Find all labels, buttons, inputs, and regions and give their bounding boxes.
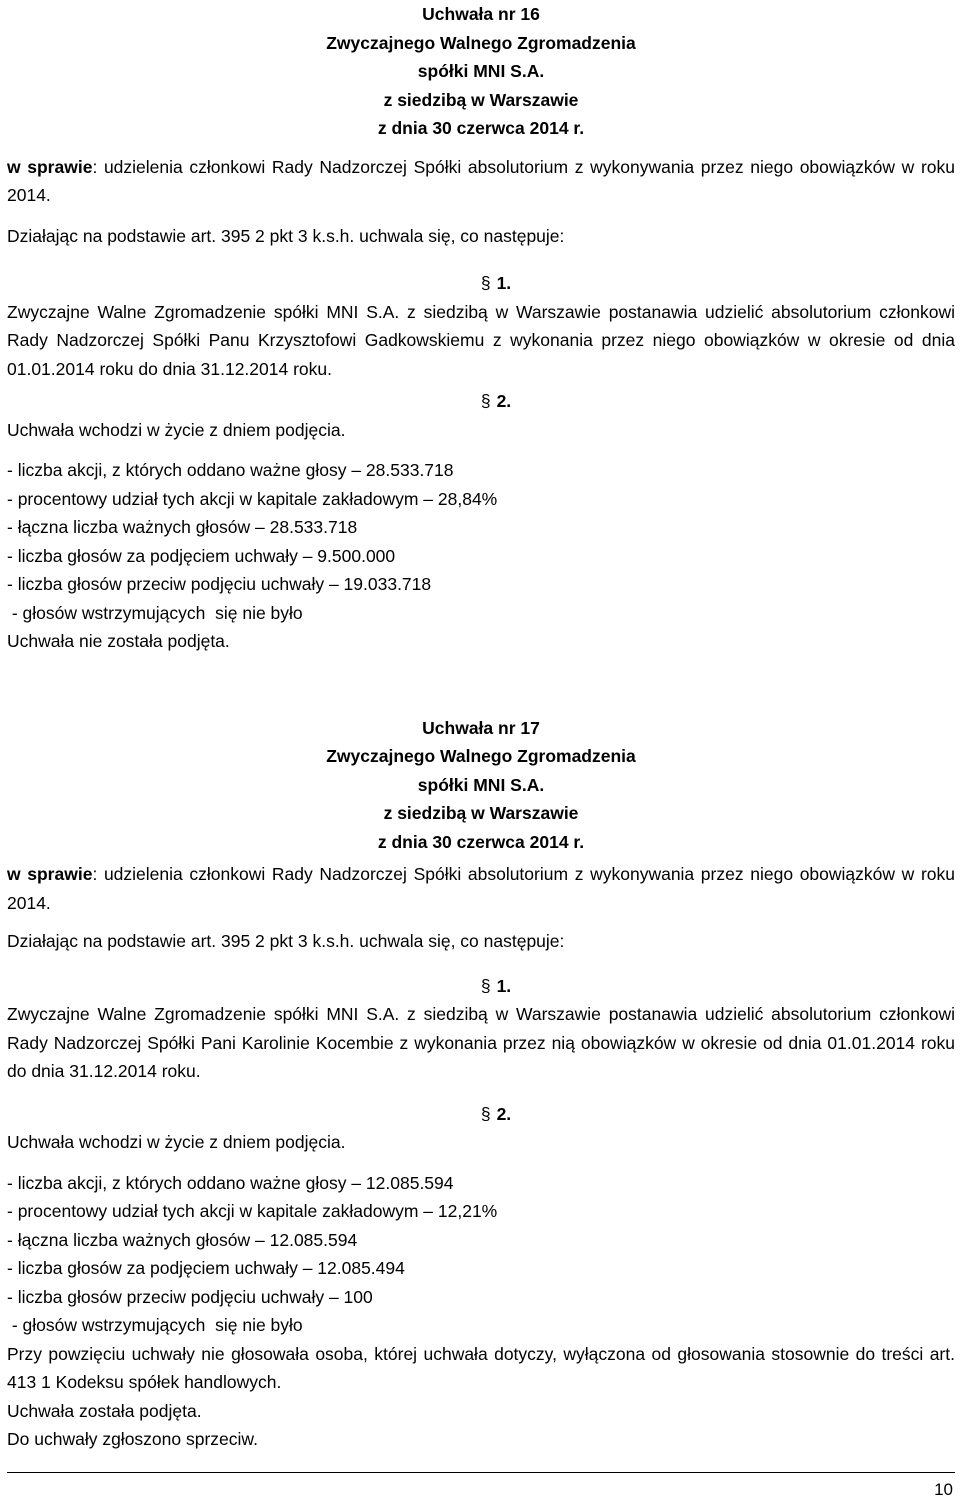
resolution-date: z dnia 30 czerwca 2014 r. [377, 118, 585, 138]
resolution-result: Uchwała została podjęta. [7, 1400, 202, 1421]
subject-text: : udzielenia członkowi Rady Nadzorczej Spółki absolutorium z wykonywania przez niego obowiązków w roku 2014. [7, 156, 955, 205]
vote-results [7, 456, 955, 627]
section-heading-2 [7, 1100, 955, 1129]
resolution-title: Uchwała nr 16 [422, 4, 540, 24]
vote-line: - procentowy udział tych akcji w kapitale zakładowym – 28,84% [7, 488, 498, 509]
vote-results [7, 1169, 955, 1340]
section-heading-1 [7, 269, 955, 298]
vote-line: - liczba głosów za podjęciem uchwały – 9.500.000 [7, 545, 396, 566]
resolution-header [7, 714, 955, 857]
vote-line: - liczba głosów przeciw podjęciu uchwały – 19.033.718 [7, 574, 432, 594]
section-number: 1. [496, 273, 512, 293]
vote-line: - liczba głosów za podjęciem uchwały – 12.085.494 [7, 1258, 405, 1278]
resolution-subject [7, 860, 955, 917]
resolution-title: Uchwała nr 17 [422, 717, 540, 738]
subject-label: w sprawie [7, 156, 93, 177]
footer-divider [7, 1472, 955, 1473]
subject-label: w sprawie [7, 864, 93, 884]
legal-basis: Działając na podstawie art. 395 2 pkt 3 k.s.h. uchwala się, co następuje: [7, 931, 565, 951]
section-number: 1. [496, 975, 512, 996]
voting-note: Przy powzięciu uchwały nie głosowała osoba, której uchwała dotyczy, wyłączona od głosowania stosownie do treści art. 413 1 Kodeksu spółek handlowych. [7, 1343, 955, 1392]
document-page [7, 0, 955, 1454]
section-heading-2 [7, 387, 955, 416]
section-heading-1 [7, 972, 955, 1001]
section-symbol: § [480, 273, 491, 293]
vote-line: - procentowy udział tych akcji w kapitale zakładowym – 12,21% [7, 1201, 498, 1221]
vote-line: - łączna liczba ważnych głosów – 28.533.718 [7, 517, 358, 537]
section-2-text: Uchwała wchodzi w życie z dniem podjęcia. [7, 419, 346, 440]
company-seat: z siedzibą w Warszawie [383, 803, 579, 823]
section-2-text: Uchwała wchodzi w życie z dniem podjęcia. [7, 1132, 346, 1152]
company-name: spółki MNI S.A. [417, 774, 545, 795]
section-number: 2. [496, 391, 512, 411]
assembly-name: Zwyczajnego Walnego Zgromadzenia [326, 746, 636, 766]
company-name: spółki MNI S.A. [417, 61, 545, 81]
vote-line: - głosów wstrzymujących się nie było [7, 602, 303, 623]
resolution-17 [7, 714, 955, 1454]
vote-line: - liczba akcji, z których oddano ważne głosy – 28.533.718 [7, 460, 454, 480]
subject-text: : udzielenia członkowi Rady Nadzorczej Spółki absolutorium z wykonywania przez niego obowiązków w roku 2014. [7, 864, 955, 913]
vote-line: - liczba akcji, z których oddano ważne głosy – 12.085.594 [7, 1172, 454, 1193]
assembly-name: Zwyczajnego Walnego Zgromadzenia [326, 32, 636, 53]
company-seat: z siedzibą w Warszawie [383, 89, 579, 110]
section-1-text: Zwyczajne Walne Zgromadzenie spółki MNI S.A. z siedzibą w Warszawie postanawia udzielić absolutorium członkowi Rady Nadzorczej Spółki Panu Krzysztofowi Gadkowskiemu z wykonania przez niego obowiązków w okresie od dnia 01.01.2014 roku do dnia 31.12.2014 roku. [7, 301, 955, 379]
vote-line: - liczba głosów przeciw podjęciu uchwały – 100 [7, 1286, 373, 1307]
vote-line: - łączna liczba ważnych głosów – 12.085.594 [7, 1229, 358, 1250]
vote-line: - głosów wstrzymujących się nie było [7, 1315, 303, 1335]
resolution-16 [7, 0, 955, 656]
resolution-subject [7, 153, 955, 210]
resolution-date: z dnia 30 czerwca 2014 r. [377, 831, 585, 852]
section-number: 2. [496, 1103, 512, 1124]
page-number: 10 [934, 1480, 953, 1499]
section-1-text: Zwyczajne Walne Zgromadzenie spółki MNI S.A. z siedzibą w Warszawie postanawia udzielić absolutorium członkowi Rady Nadzorczej Spółki Pani Karolinie Kocembie z wykonania przez nią obowiązków w okresie od dnia 01.01.2014 roku do dnia 31.12.2014 roku. [7, 1004, 955, 1081]
section-symbol: § [480, 1103, 491, 1124]
legal-basis: Działając na podstawie art. 395 2 pkt 3 k.s.h. uchwala się, co następuje: [7, 225, 565, 246]
objection-note: Do uchwały zgłoszono sprzeciw. [7, 1429, 258, 1449]
section-symbol: § [480, 391, 491, 411]
resolution-result: Uchwała nie została podjęta. [7, 631, 230, 651]
section-symbol: § [480, 975, 491, 996]
resolution-header [7, 0, 955, 143]
